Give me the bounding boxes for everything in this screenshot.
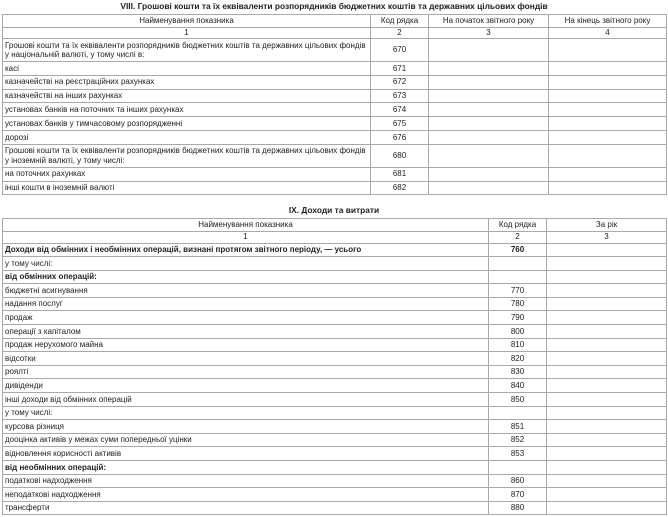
row-code: 830 <box>489 365 547 379</box>
row-name: дооцінка активів у межах суми попередньої уцінки <box>3 433 489 447</box>
table-header-row <box>3 15 667 28</box>
column-number: 4 <box>549 27 667 39</box>
table-row <box>3 325 667 339</box>
year-value-cell <box>547 393 667 407</box>
row-code: 671 <box>371 62 429 76</box>
section-ix-title: IX. Доходи та витрати <box>288 205 380 215</box>
row-name: від обмінних операцій: <box>3 270 489 284</box>
table-row <box>3 39 667 62</box>
start-value-cell <box>429 103 549 117</box>
table-row <box>3 270 667 284</box>
row-code: 840 <box>489 379 547 393</box>
row-code: 790 <box>489 311 547 325</box>
table-row <box>3 181 667 195</box>
row-code: 870 <box>489 488 547 502</box>
row-name: дорозі <box>3 130 371 144</box>
row-code <box>489 257 547 271</box>
row-code: 851 <box>489 420 547 434</box>
table-row <box>3 75 667 89</box>
table-row <box>3 89 667 103</box>
start-value-cell <box>429 89 549 103</box>
row-name: Грошові кошти та їх еквіваленти розпорядників бюджетних коштів та державних цільових фондів у іноземній валюті, у тому числі: <box>3 144 371 167</box>
table-row <box>3 117 667 131</box>
row-name: продаж нерухомого майна <box>3 338 489 352</box>
column-number-row <box>3 231 667 243</box>
row-code: 852 <box>489 433 547 447</box>
table-header-row <box>3 219 667 232</box>
year-value-cell <box>547 297 667 311</box>
row-name: казначействі на інших рахунках <box>3 89 371 103</box>
table-row <box>3 488 667 502</box>
end-value-cell <box>549 89 667 103</box>
row-code: 800 <box>489 325 547 339</box>
row-code: 675 <box>371 117 429 131</box>
row-name: інші доходи від обмінних операцій <box>3 393 489 407</box>
year-value-cell <box>547 420 667 434</box>
row-code: 760 <box>489 243 547 257</box>
row-code: 680 <box>371 144 429 167</box>
end-value-cell <box>549 130 667 144</box>
row-name: трансферти <box>3 501 489 515</box>
year-value-cell <box>547 447 667 461</box>
row-name: операції з капіталом <box>3 325 489 339</box>
year-value-cell <box>547 433 667 447</box>
header-row-code: Код рядка <box>489 219 547 232</box>
section-viii-title: VIII. Грошові кошти та їх еквіваленти розпорядників бюджетних коштів та державних цільових фондів <box>120 1 548 11</box>
table-row <box>3 144 667 167</box>
start-value-cell <box>429 75 549 89</box>
row-code: 682 <box>371 181 429 195</box>
header-indicator-name: Найменування показника <box>3 15 371 28</box>
table-row <box>3 379 667 393</box>
row-name: у тому числі: <box>3 257 489 271</box>
column-number: 3 <box>429 27 549 39</box>
table-row <box>3 406 667 420</box>
header-end-of-year: На кінець звітного року <box>549 15 667 28</box>
row-code: 770 <box>489 284 547 298</box>
year-value-cell <box>547 406 667 420</box>
row-name: інші кошти в іноземній валюті <box>3 181 371 195</box>
row-name: неподаткові надходження <box>3 488 489 502</box>
table-row <box>3 433 667 447</box>
year-value-cell <box>547 379 667 393</box>
row-code <box>489 270 547 284</box>
table-row <box>3 474 667 488</box>
table-row <box>3 167 667 181</box>
end-value-cell <box>549 39 667 62</box>
row-name: установах банків у тимчасовому розпорядженні <box>3 117 371 131</box>
year-value-cell <box>547 352 667 366</box>
row-name: установах банків на поточних та інших рахунках <box>3 103 371 117</box>
header-start-of-year: На початок звітного року <box>429 15 549 28</box>
year-value-cell <box>547 325 667 339</box>
table-row <box>3 257 667 271</box>
row-name: від необмінних операцій: <box>3 461 489 475</box>
row-code: 681 <box>371 167 429 181</box>
row-code: 670 <box>371 39 429 62</box>
row-code <box>489 406 547 420</box>
column-number: 1 <box>3 27 371 39</box>
row-code <box>489 461 547 475</box>
start-value-cell <box>429 144 549 167</box>
row-name: Доходи від обмінних і необмінних операцій, визнані протягом звітного періоду, — усього <box>3 243 489 257</box>
table-row <box>3 365 667 379</box>
row-code: 880 <box>489 501 547 515</box>
row-code: 676 <box>371 130 429 144</box>
column-number: 1 <box>3 231 489 243</box>
row-name: бюджетні асигнування <box>3 284 489 298</box>
end-value-cell <box>549 167 667 181</box>
year-value-cell <box>547 270 667 284</box>
end-value-cell <box>549 103 667 117</box>
row-code: 780 <box>489 297 547 311</box>
table-row <box>3 297 667 311</box>
header-indicator-name: Найменування показника <box>3 219 489 232</box>
year-value-cell <box>547 284 667 298</box>
row-code: 860 <box>489 474 547 488</box>
year-value-cell <box>547 338 667 352</box>
column-number-row <box>3 27 667 39</box>
row-name: казначействі на реєстраційних рахунках <box>3 75 371 89</box>
end-value-cell <box>549 75 667 89</box>
row-name: продаж <box>3 311 489 325</box>
row-name: податкові надходження <box>3 474 489 488</box>
row-name: курсова різниця <box>3 420 489 434</box>
year-value-cell <box>547 501 667 515</box>
end-value-cell <box>549 181 667 195</box>
table-row <box>3 501 667 515</box>
year-value-cell <box>547 365 667 379</box>
row-name: на поточних рахунках <box>3 167 371 181</box>
row-name: касі <box>3 62 371 76</box>
year-value-cell <box>547 488 667 502</box>
table-row <box>3 311 667 325</box>
year-value-cell <box>547 311 667 325</box>
row-name: дивіденди <box>3 379 489 393</box>
start-value-cell <box>429 167 549 181</box>
table-row <box>3 420 667 434</box>
table-row <box>3 393 667 407</box>
row-code: 674 <box>371 103 429 117</box>
table-row <box>3 338 667 352</box>
row-name: надання послуг <box>3 297 489 311</box>
end-value-cell <box>549 144 667 167</box>
column-number: 2 <box>489 231 547 243</box>
cash-equivalents-table <box>2 14 667 195</box>
row-name: роялті <box>3 365 489 379</box>
table-row <box>3 447 667 461</box>
end-value-cell <box>549 62 667 76</box>
year-value-cell <box>547 474 667 488</box>
start-value-cell <box>429 130 549 144</box>
header-for-year: За рік <box>547 219 667 232</box>
year-value-cell <box>547 461 667 475</box>
row-name: у тому числі: <box>3 406 489 420</box>
start-value-cell <box>429 39 549 62</box>
row-code: 672 <box>371 75 429 89</box>
row-code: 810 <box>489 338 547 352</box>
table-row <box>3 103 667 117</box>
column-number: 2 <box>371 27 429 39</box>
row-name: відсотки <box>3 352 489 366</box>
row-code: 820 <box>489 352 547 366</box>
table-row <box>3 284 667 298</box>
end-value-cell <box>549 117 667 131</box>
column-number: 3 <box>547 231 667 243</box>
table-row <box>3 352 667 366</box>
start-value-cell <box>429 117 549 131</box>
table-row <box>3 62 667 76</box>
table-row <box>3 243 667 257</box>
table-row <box>3 461 667 475</box>
start-value-cell <box>429 181 549 195</box>
header-row-code: Код рядка <box>371 15 429 28</box>
row-name: Грошові кошти та їх еквіваленти розпорядників бюджетних коштів та державних цільових фондів у національній валюті, у тому числі в: <box>3 39 371 62</box>
income-expenses-table <box>2 218 667 515</box>
row-name: відновлення корисності активів <box>3 447 489 461</box>
row-code: 673 <box>371 89 429 103</box>
year-value-cell <box>547 257 667 271</box>
year-value-cell <box>547 243 667 257</box>
start-value-cell <box>429 62 549 76</box>
row-code: 853 <box>489 447 547 461</box>
table-row <box>3 130 667 144</box>
row-code: 850 <box>489 393 547 407</box>
